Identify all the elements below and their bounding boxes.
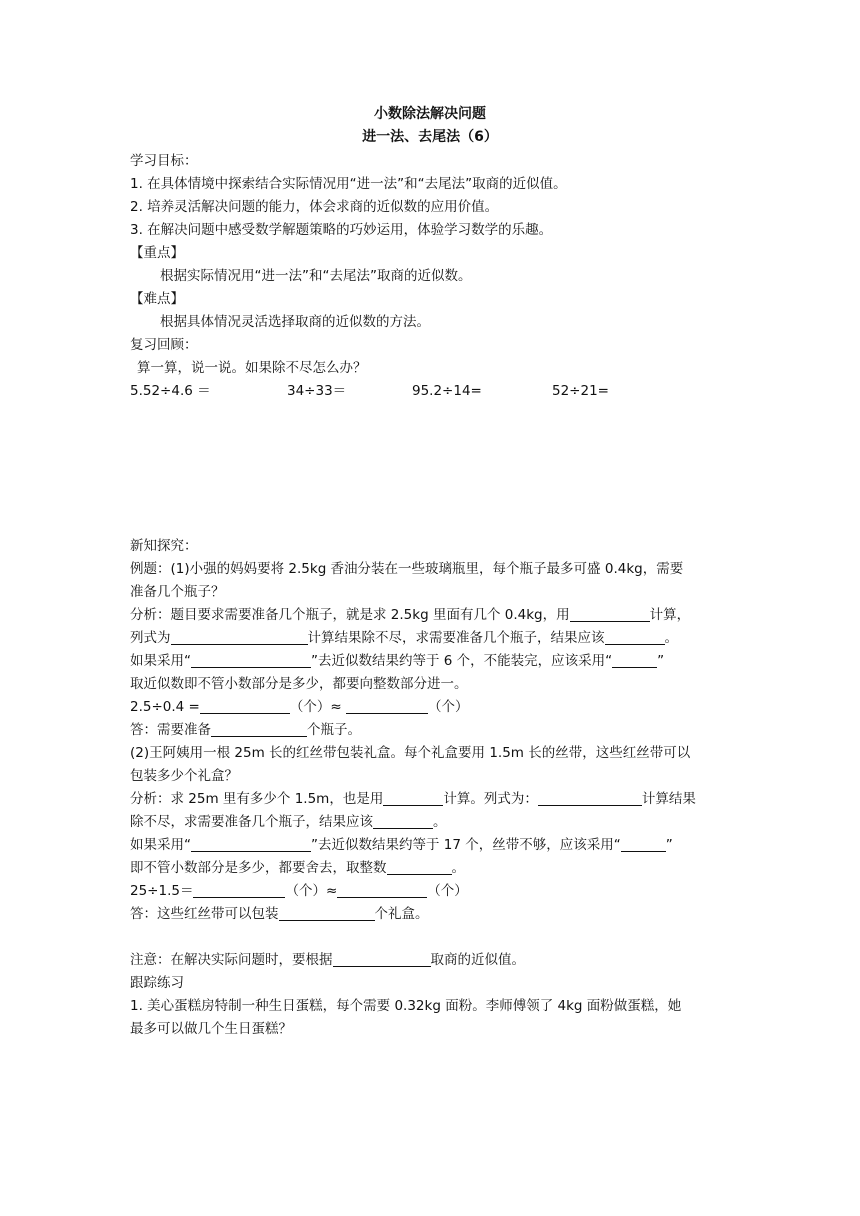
explore-heading: 新知探究： <box>130 538 198 554</box>
answer-blank[interactable] <box>383 790 443 806</box>
example2-analysis-line: 如果采用“ ”去近似数结果约等于 17 个，丝带不够，应该采用“ ” <box>130 837 673 853</box>
answer-blank[interactable] <box>387 859 452 875</box>
example1-answer: 答：需要准备 个瓶子。 <box>130 722 361 738</box>
answer-blank[interactable] <box>191 652 311 668</box>
goal-item: 3. 在解决问题中感受数学解题策略的巧妙运用，体验学习数学的乐趣。 <box>130 222 553 238</box>
difficulty-heading: 【难点】 <box>130 291 184 307</box>
goals-heading: 学习目标： <box>130 153 198 169</box>
answer-blank[interactable] <box>621 836 666 852</box>
answer-blank[interactable] <box>346 698 428 714</box>
example2-answer: 答：这些红丝带可以包装 个礼盒。 <box>130 906 429 922</box>
example2-question: (2)王阿姨用一根 25m 长的红丝带包装礼盒。每个礼盒要用 1.5m 长的丝带，这些红丝带可以 <box>130 745 691 761</box>
answer-blank[interactable] <box>200 698 290 714</box>
review-exercise: 95.2÷14= <box>412 383 482 399</box>
review-exercise: 5.52÷4.6 ＝ <box>130 383 211 399</box>
example1-analysis-line: 取近似数即不管小数部分是多少，都要向整数部分进一。 <box>130 676 468 692</box>
example1-equation: 2.5÷0.4 = （个）≈ （个） <box>130 699 469 715</box>
key-heading: 【重点】 <box>130 245 184 261</box>
answer-blank[interactable] <box>605 629 665 645</box>
goal-item: 2. 培养灵活解决问题的能力，体会求商的近似数的应用价值。 <box>130 199 499 215</box>
page-title: 小数除法解决问题 <box>374 106 486 122</box>
review-heading: 复习回顾： <box>130 337 198 353</box>
answer-blank[interactable] <box>337 882 427 898</box>
example1-analysis-line: 分析：题目要求需要准备几个瓶子，就是求 2.5kg 里面有几个 0.4kg，用 计算， <box>130 607 691 623</box>
difficulty-text: 根据具体情况灵活选择取商的近似数的方法。 <box>160 314 430 330</box>
answer-blank[interactable] <box>333 951 431 967</box>
answer-blank[interactable] <box>570 606 650 622</box>
example1-analysis-line: 列式为 计算结果除不尽，求需要准备几个瓶子，结果应该 。 <box>130 630 678 646</box>
practice-heading: 跟踪练习 <box>130 975 184 991</box>
page-subtitle: 进一法、去尾法（6） <box>362 129 498 145</box>
example1-question: 例题：(1)小强的妈妈要将 2.5kg 香油分装在一些玻璃瓶里，每个瓶子最多可盛 0.4kg，需要 <box>130 561 684 577</box>
example2-analysis-line: 分析：求 25m 里有多少个 1.5m，也是用 计算。列式为： 计算结果 <box>130 791 696 807</box>
example2-analysis-line: 即不管小数部分是多少，都要舍去，取整数 。 <box>130 860 465 876</box>
answer-blank[interactable] <box>612 652 657 668</box>
example2-analysis-line: 除不尽，求需要准备几个瓶子，结果应该 。 <box>130 814 447 830</box>
example2-equation: 25÷1.5＝ （个）≈ （个） <box>130 883 468 899</box>
example1-analysis-line: 如果采用“ ”去近似数结果约等于 6 个，不能装完，应该采用“ ” <box>130 653 665 669</box>
review-exercise: 52÷21= <box>552 383 609 399</box>
key-text: 根据实际情况用“进一法”和“去尾法”取商的近似数。 <box>160 268 472 284</box>
answer-blank[interactable] <box>373 813 433 829</box>
answer-blank[interactable] <box>171 629 308 645</box>
practice-question-cont: 最多可以做几个生日蛋糕？ <box>130 1021 292 1037</box>
answer-blank[interactable] <box>538 790 642 806</box>
practice-question: 1. 美心蛋糕房特制一种生日蛋糕，每个需要 0.32kg 面粉。李师傅领了 4kg 面粉做蛋糕，她 <box>130 998 682 1014</box>
answer-blank[interactable] <box>211 721 307 737</box>
review-exercise: 34÷33＝ <box>287 383 347 399</box>
note-line: 注意：在解决实际问题时，要根据 取商的近似值。 <box>130 952 525 968</box>
goal-item: 1. 在具体情境中探索结合实际情况用“进一法”和“去尾法”取商的近似值。 <box>130 176 567 192</box>
answer-blank[interactable] <box>191 836 311 852</box>
answer-blank[interactable] <box>279 905 375 921</box>
example2-question-cont: 包装多少个礼盒？ <box>130 768 238 784</box>
example1-question-cont: 准备几个瓶子？ <box>130 584 225 600</box>
answer-blank[interactable] <box>193 882 285 898</box>
review-prompt: 算一算，说一说。如果除不尽怎么办？ <box>137 360 367 376</box>
